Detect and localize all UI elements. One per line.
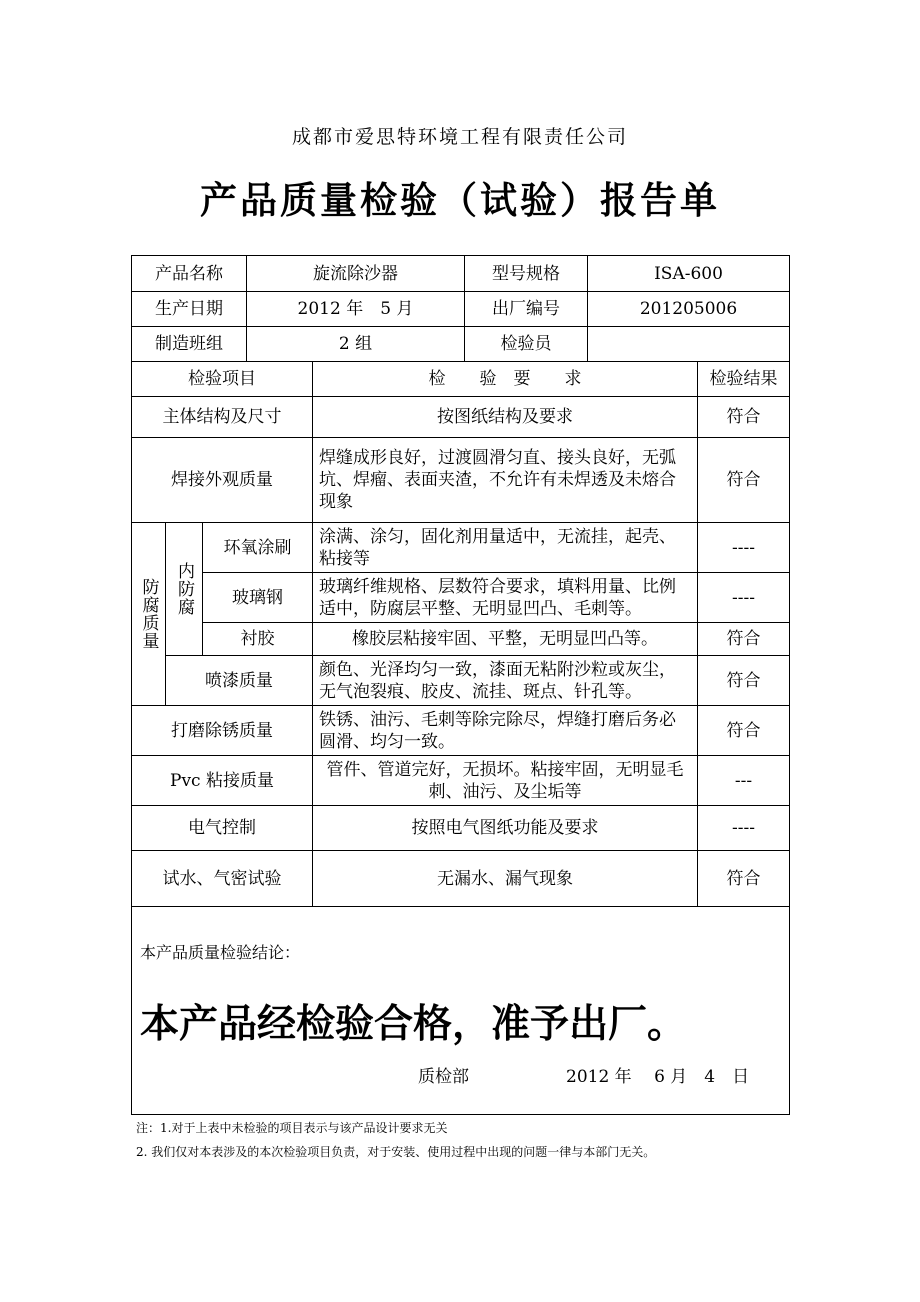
row-result: --- xyxy=(698,756,789,806)
row-result: 符合 xyxy=(698,706,789,756)
row-result: 符合 xyxy=(698,623,789,656)
row-result: 符合 xyxy=(698,851,789,907)
row-result: 符合 xyxy=(698,656,789,706)
row-item: 环氧涂刷 xyxy=(203,523,313,573)
conclusion-date: 2012 年 6 月 4 日 xyxy=(566,1067,750,1087)
row-item: 喷漆质量 xyxy=(166,656,313,706)
col-header-requirement: 检 验 要 求 xyxy=(313,362,698,397)
row-item: 试水、气密试验 xyxy=(132,851,313,907)
model-value: ISA-600 xyxy=(588,256,789,292)
row-requirement: 按照电气图纸功能及要求 xyxy=(313,806,698,851)
prod-date-value: 2012 年 5 月 xyxy=(247,292,465,327)
row-item: 焊接外观质量 xyxy=(132,438,313,523)
footnote-2: 2. 我们仅对本表涉及的本次检验项目负责，对于安装、使用过程中出现的问题一律与本部门无关。 xyxy=(136,1145,656,1159)
conclusion-section xyxy=(132,907,789,1114)
row-item: Pvc 粘接质量 xyxy=(132,756,313,806)
col-header-result: 检验结果 xyxy=(698,362,789,397)
row-item: 衬胶 xyxy=(203,623,313,656)
row-item: 玻璃钢 xyxy=(203,573,313,623)
inspection-report-table xyxy=(131,255,790,1115)
col-header-item: 检验项目 xyxy=(132,362,313,397)
row-item: 电气控制 xyxy=(132,806,313,851)
inspector-label: 检验员 xyxy=(465,327,588,362)
row-requirement: 焊缝成形良好，过渡圆滑匀直、接头良好，无弧坑、焊瘤、表面夹渣，不允许有未焊透及未熔合现象 xyxy=(313,438,698,523)
group-anticorrosion: 防腐质量 xyxy=(132,523,166,706)
product-name-value: 旋流除沙器 xyxy=(247,256,465,292)
conclusion-label: 本产品质量检验结论： xyxy=(140,943,301,962)
footnote-1: 注：1.对于上表中未检验的项目表示与该产品设计要求无关 xyxy=(136,1121,448,1135)
team-value: 2 组 xyxy=(247,327,465,362)
row-requirement: 颜色、光泽均匀一致，漆面无粘附沙粒或灰尘，无气泡裂痕、胶皮、流挂、斑点、针孔等。 xyxy=(313,656,698,706)
row-result: 符合 xyxy=(698,438,789,523)
company-name: 成都市爱思特环境工程有限责任公司 xyxy=(291,126,628,148)
row-item: 主体结构及尺寸 xyxy=(132,397,313,438)
row-requirement: 管件、管道完好，无损坏。粘接牢固，无明显毛刺、油污、及尘垢等 xyxy=(313,756,698,806)
row-requirement: 涂满、涂匀，固化剂用量适中，无流挂，起壳、粘接等 xyxy=(313,523,698,573)
row-result: ---- xyxy=(698,573,789,623)
row-item: 打磨除锈质量 xyxy=(132,706,313,756)
row-result: 符合 xyxy=(698,397,789,438)
team-label: 制造班组 xyxy=(132,327,247,362)
group-inner-anticorrosion: 内防腐 xyxy=(166,523,203,656)
serial-label: 出厂编号 xyxy=(465,292,588,327)
serial-value: 201205006 xyxy=(588,292,789,327)
row-requirement: 玻璃纤维规格、层数符合要求，填料用量、比例适中，防腐层平整、无明显凹凸、毛刺等。 xyxy=(313,573,698,623)
row-requirement: 按图纸结构及要求 xyxy=(313,397,698,438)
inspector-value xyxy=(588,327,789,362)
row-requirement: 铁锈、油污、毛刺等除完除尽，焊缝打磨后务必圆滑、均匀一致。 xyxy=(313,706,698,756)
prod-date-label: 生产日期 xyxy=(132,292,247,327)
row-requirement: 无漏水、漏气现象 xyxy=(313,851,698,907)
row-result: ---- xyxy=(698,523,789,573)
page-title: 产品质量检验（试验）报告单 xyxy=(200,179,720,222)
product-name-label: 产品名称 xyxy=(132,256,247,292)
model-label: 型号规格 xyxy=(465,256,588,292)
conclusion-dept: 质检部 xyxy=(418,1067,469,1087)
row-result: ---- xyxy=(698,806,789,851)
conclusion-text: 本产品经检验合格，准予出厂。 xyxy=(140,1002,687,1047)
row-requirement: 橡胶层粘接牢固、平整，无明显凹凸等。 xyxy=(313,623,698,656)
